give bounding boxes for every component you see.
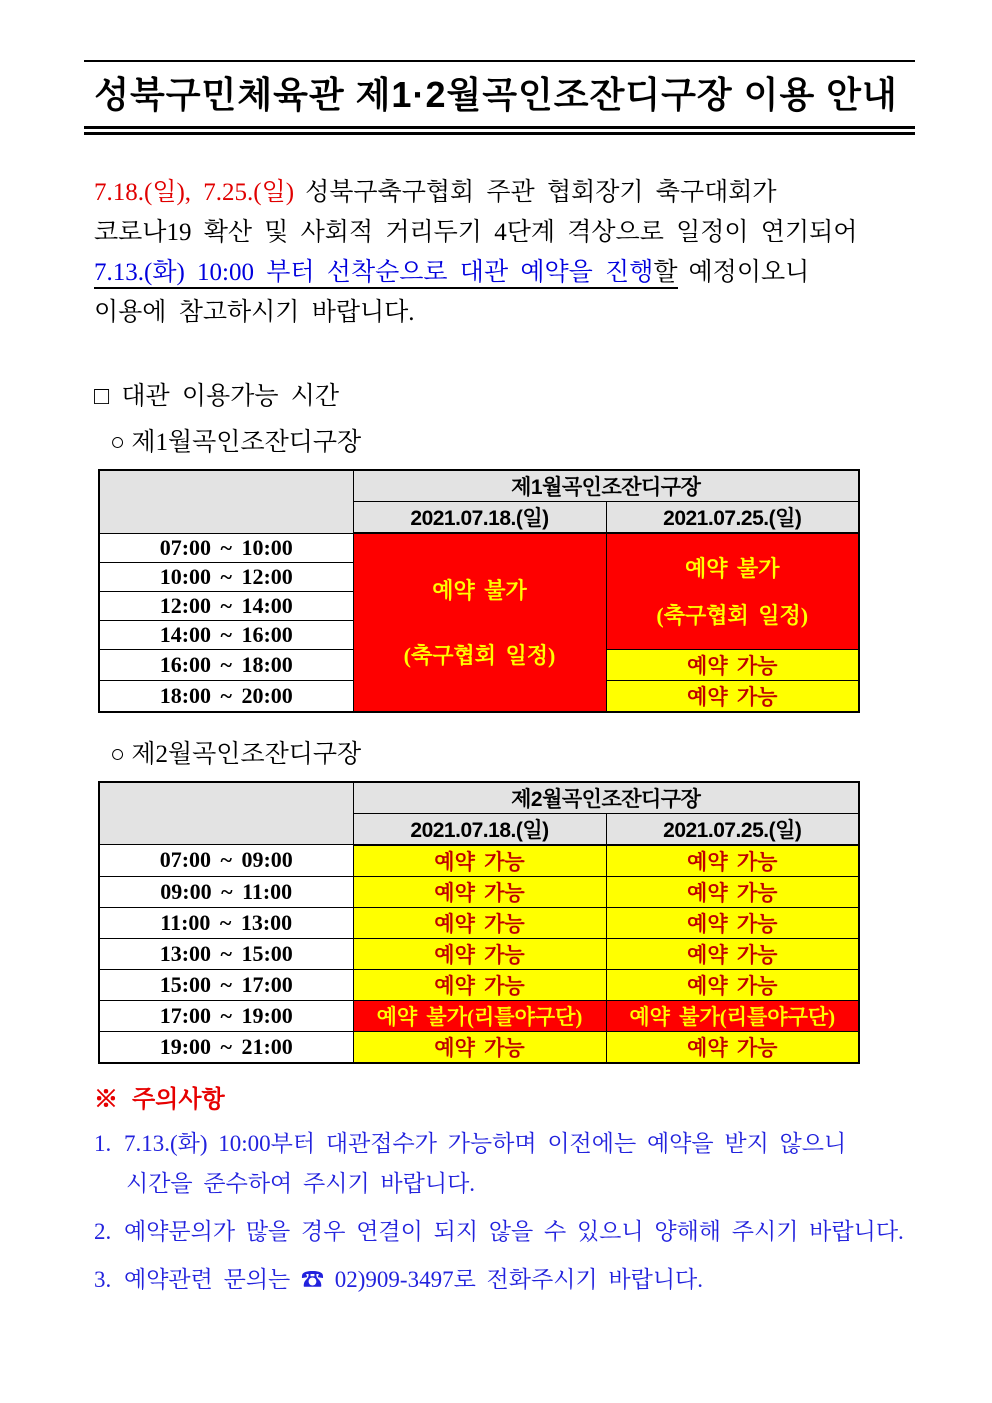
blocked-cell-0725 bbox=[606, 533, 859, 649]
table-row bbox=[99, 470, 859, 502]
time-slot: 17:00 ~ 19:00 bbox=[99, 1000, 353, 1031]
intro-blue-text: 7.13.(화) 10:00 부터 선착순으로 대관 예약을 진행 bbox=[94, 259, 654, 286]
time-slot: 12:00 ~ 14:00 bbox=[99, 591, 353, 620]
time-slot: 07:00 ~ 09:00 bbox=[99, 845, 353, 877]
field2-schedule-table bbox=[98, 781, 860, 1064]
table-row bbox=[99, 1031, 859, 1063]
table2-title-cell: 제2월곡인조잔디구장 bbox=[353, 782, 859, 814]
blocked-cell-0718 bbox=[353, 533, 606, 712]
time-slot: 15:00 ~ 17:00 bbox=[99, 969, 353, 1000]
note-text: 7.13.(화) 10:00부터 대관접수가 가능하며 이전에는 예약을 받지 않으니 bbox=[124, 1130, 847, 1156]
heading-field1: ○ 제1월곡인조잔디구장 bbox=[110, 429, 362, 456]
blocked-cell: 예약 불가(리틀야구단) bbox=[606, 1000, 859, 1031]
time-slot: 14:00 ~ 16:00 bbox=[99, 620, 353, 649]
note-text: 예약관련 문의는 ☎ 02)909-3497로 전화주시기 바랍니다. bbox=[124, 1266, 704, 1292]
blocked-label-line1: 예약 불가 bbox=[432, 578, 527, 604]
available-cell: 예약 가능 bbox=[353, 876, 606, 907]
title-bottom-double-rule bbox=[84, 126, 915, 135]
time-slot: 18:00 ~ 20:00 bbox=[99, 680, 353, 712]
table-row bbox=[99, 845, 859, 877]
table2-corner-cell bbox=[99, 782, 353, 845]
note-item-3 bbox=[94, 1260, 952, 1300]
intro-black-underlined: 할 bbox=[653, 259, 678, 286]
intro-underlined-phrase bbox=[94, 259, 678, 289]
blocked-label-line2: (축구협회 일정) bbox=[656, 603, 809, 629]
available-cell-0725: 예약 가능 bbox=[606, 680, 859, 712]
table2-date-col-2: 2021.07.25.(일) bbox=[606, 813, 859, 845]
time-slot: 19:00 ~ 21:00 bbox=[99, 1031, 353, 1063]
note-number: 3. bbox=[94, 1266, 112, 1292]
intro-line-2: 코로나19 확산 및 사회적 거리두기 4단계 격상으로 일정이 연기되어 bbox=[94, 219, 858, 246]
table1-corner-cell bbox=[99, 470, 353, 533]
intro-line-1 bbox=[94, 173, 912, 213]
table-row bbox=[99, 938, 859, 969]
time-slot: 07:00 ~ 10:00 bbox=[99, 533, 353, 562]
intro-dates-red: 7.18.(일), 7.25.(일) bbox=[94, 179, 295, 206]
available-cell: 예약 가능 bbox=[353, 1031, 606, 1063]
time-slot: 11:00 ~ 13:00 bbox=[99, 907, 353, 938]
notes-heading: ※ 주의사항 bbox=[94, 1086, 225, 1113]
blocked-label-line2: (축구협회 일정) bbox=[403, 643, 556, 669]
blocked-cell: 예약 불가(리틀야구단) bbox=[353, 1000, 606, 1031]
table-row bbox=[99, 969, 859, 1000]
intro-line-4: 이용에 참고하시기 바랍니다. bbox=[94, 299, 415, 326]
heading-field2: ○ 제2월곡인조잔디구장 bbox=[110, 740, 362, 768]
available-cell: 예약 가능 bbox=[606, 938, 859, 969]
available-cell: 예약 가능 bbox=[606, 907, 859, 938]
note-text-continuation: 시간을 준수하여 주시기 바랍니다. bbox=[126, 1170, 476, 1196]
note-number: 2. bbox=[94, 1218, 112, 1244]
time-slot: 09:00 ~ 11:00 bbox=[99, 876, 353, 907]
intro-line-3 bbox=[94, 253, 912, 293]
table-row bbox=[99, 876, 859, 907]
table-row bbox=[99, 782, 859, 814]
available-cell: 예약 가능 bbox=[353, 969, 606, 1000]
page-title: 성북구민체육관 제1·2월곡인조잔디구장 이용 안내 bbox=[94, 74, 898, 115]
time-slot: 10:00 ~ 12:00 bbox=[99, 562, 353, 591]
heading-rental-hours: □ 대관 이용가능 시간 bbox=[94, 383, 340, 410]
available-cell: 예약 가능 bbox=[353, 907, 606, 938]
note-item-1 bbox=[94, 1124, 952, 1204]
available-cell: 예약 가능 bbox=[606, 876, 859, 907]
available-cell: 예약 가능 bbox=[353, 938, 606, 969]
intro-line3-rest: 예정이오니 bbox=[688, 259, 810, 286]
note-number: 1. bbox=[94, 1130, 112, 1156]
title-top-rule bbox=[84, 60, 915, 62]
note-item-2 bbox=[94, 1212, 952, 1252]
available-cell: 예약 가능 bbox=[606, 845, 859, 877]
table1-date-col-1: 2021.07.18.(일) bbox=[353, 502, 606, 534]
table2-date-col-1: 2021.07.18.(일) bbox=[353, 813, 606, 845]
intro-line1-rest: 성북구축구협회 주관 협회장기 축구대회가 bbox=[305, 179, 777, 206]
field1-schedule-table bbox=[98, 469, 860, 713]
available-cell: 예약 가능 bbox=[353, 845, 606, 877]
available-cell-0725: 예약 가능 bbox=[606, 649, 859, 680]
table-row bbox=[99, 533, 859, 562]
available-cell: 예약 가능 bbox=[606, 969, 859, 1000]
blocked-label-line1: 예약 불가 bbox=[685, 556, 780, 582]
table-row bbox=[99, 907, 859, 938]
table1-title-cell: 제1월곡인조잔디구장 bbox=[353, 470, 859, 502]
note-text: 예약문의가 많을 경우 연결이 되지 않을 수 있으니 양해해 주시기 바랍니다. bbox=[124, 1218, 904, 1244]
time-slot: 16:00 ~ 18:00 bbox=[99, 649, 353, 680]
available-cell: 예약 가능 bbox=[606, 1031, 859, 1063]
table1-date-col-2: 2021.07.25.(일) bbox=[606, 502, 859, 534]
time-slot: 13:00 ~ 15:00 bbox=[99, 938, 353, 969]
table-row bbox=[99, 1000, 859, 1031]
intro-paragraph bbox=[94, 173, 912, 333]
